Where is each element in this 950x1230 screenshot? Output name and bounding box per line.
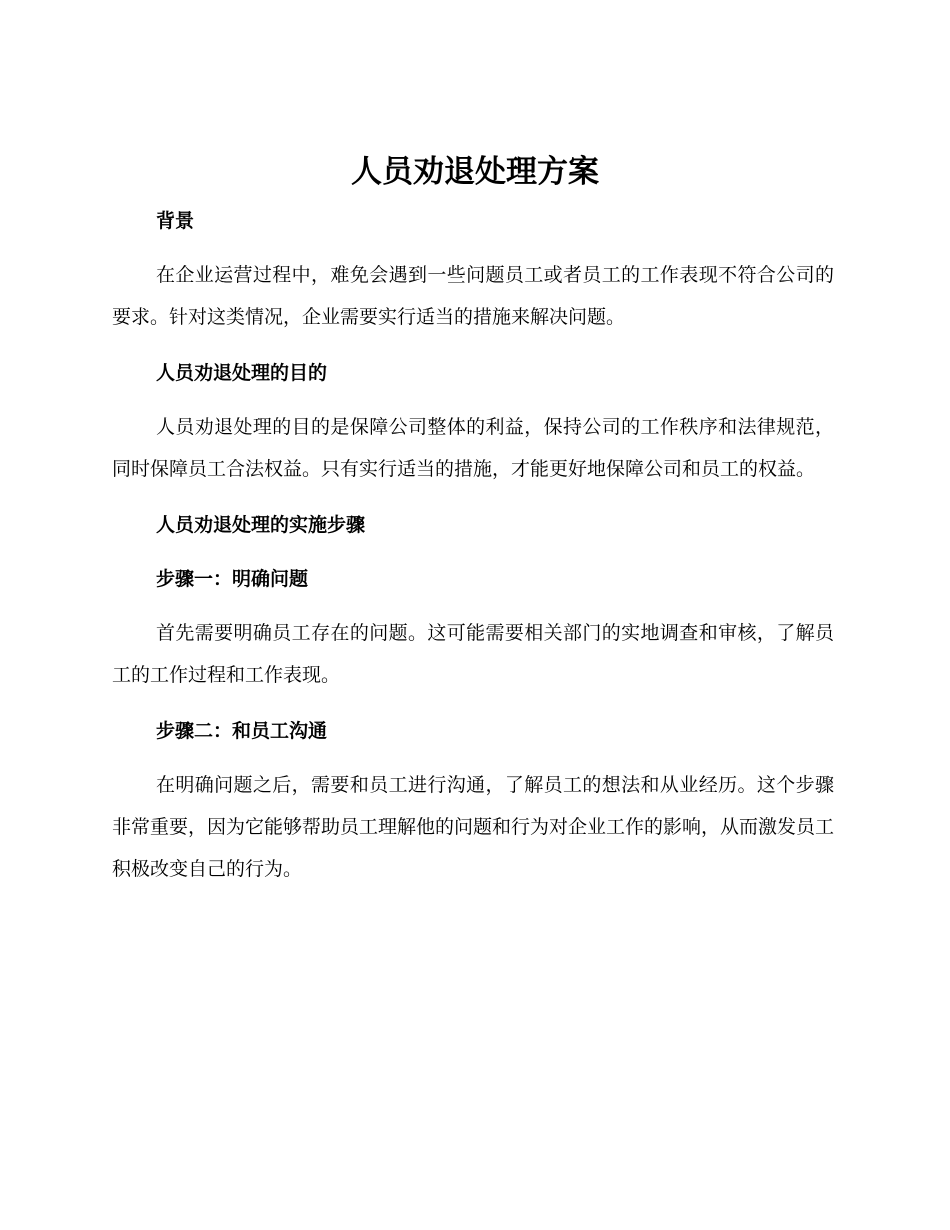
document-body [112,200,834,890]
section-paragraph-purpose: 人员劝退处理的目的是保障公司整体的利益，保持公司的工作秩序和法律规范，同时保障员工合法权益。只有实行适当的措施，才能更好地保障公司和员工的权益。 [112,416,834,480]
section-heading-step-two: 步骤二：和员工沟通 [156,720,328,742]
document-title: 人员劝退处理方案 [351,154,599,190]
section-heading-background: 背景 [156,210,195,232]
section-heading-steps: 人员劝退处理的实施步骤 [156,514,366,536]
section-heading-purpose: 人员劝退处理的目的 [156,362,328,384]
section-paragraph-background: 在企业运营过程中，难免会遇到一些问题员工或者员工的工作表现不符合公司的要求。针对这类情况，企业需要实行适当的措施来解决问题。 [112,264,834,328]
section-paragraph-step-one: 首先需要明确员工存在的问题。这可能需要相关部门的实地调查和审核，了解员工的工作过程和工作表现。 [112,622,834,686]
section-paragraph-step-two: 在明确问题之后，需要和员工进行沟通，了解员工的想法和从业经历。这个步骤非常重要，因为它能够帮助员工理解他的问题和行为对企业工作的影响，从而激发员工积极改变自己的行为。 [112,774,835,880]
section-heading-step-one: 步骤一：明确问题 [156,568,309,590]
